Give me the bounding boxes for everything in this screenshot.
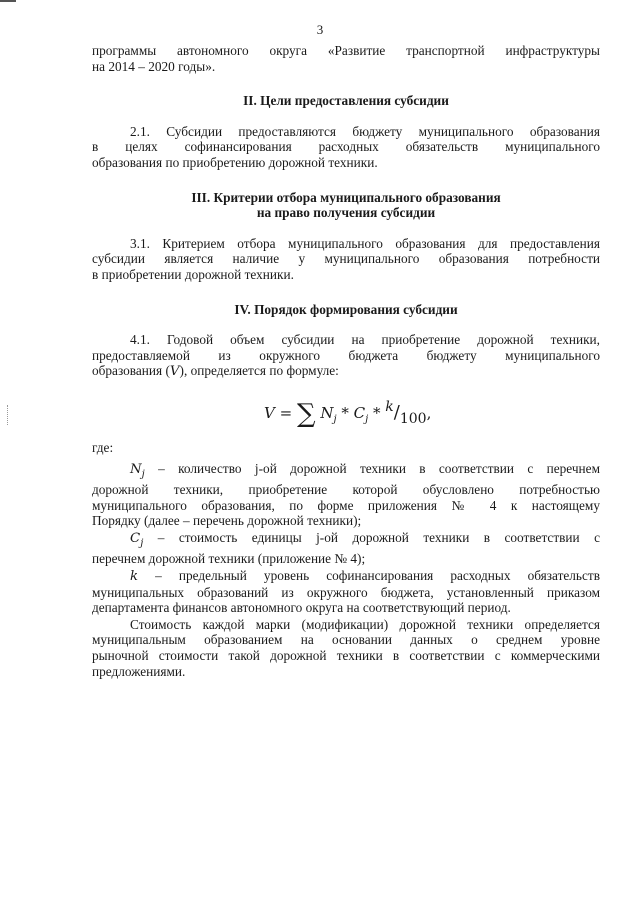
final-line-4: предложениями. (92, 663, 186, 679)
page-number: 3 (316, 22, 324, 37)
document-body (92, 43, 600, 679)
formula-k: k (385, 398, 394, 415)
final-line-1: Стоимость каждой марки (модификации) дорожной техники определяется (130, 616, 600, 632)
scan-margin-mark (7, 405, 10, 425)
formula-lhs: V (264, 403, 275, 422)
formula-expression (264, 400, 431, 428)
definition-n-line-3: муниципального образования, по форме приложения № 4 к настоящему (92, 497, 600, 513)
formula-mul-2: * (373, 403, 381, 422)
final-line-3: рыночной стоимости такой дорожной техники в соответствии с коммерческими (92, 648, 600, 664)
symbol-k: k (130, 569, 139, 585)
section-3-heading-line-1: III. Критерии отбора муниципального образования (191, 189, 501, 205)
symbol-c: C (130, 530, 141, 546)
section-4-line-3-b: ), определяется по формуле: (179, 363, 339, 379)
definition-c-text-1: – стоимость единицы j-ой дорожной техники в соответствии с (143, 529, 600, 545)
definition-k-line-1 (92, 568, 600, 585)
section-4-paragraph-1 (92, 332, 600, 380)
section-4-heading: IV. Порядок формирования субсидии (234, 301, 458, 317)
formula-equals: = (279, 403, 293, 422)
section-2-heading: II. Цели предоставления субсидии (243, 93, 449, 109)
variable-v: V (169, 364, 180, 380)
section-3-paragraph (92, 236, 600, 283)
section-2-line-1: 2.1. Субсидии предоставляются бюджету муниципального образования (130, 123, 600, 139)
intro-line-2: на 2014 – 2020 годы». (92, 58, 216, 74)
section-3-line-1: 3.1. Критерием отбора муниципального образования для предоставления (130, 235, 600, 251)
section-3-heading-line-2: на право получения субсидии (256, 205, 436, 221)
definition-n (92, 461, 600, 529)
section-2-line-2: в целях софинансирования расходных обязательств муниципального (92, 139, 600, 155)
subsidy-formula (92, 388, 600, 438)
symbol-n-sub: j (141, 468, 145, 480)
section-4-line-2: предоставляемой из окружного бюджета бюджету муниципального (92, 347, 600, 363)
section-4-line-3-a: образования ( (92, 363, 170, 379)
formula-comma: , (426, 403, 432, 422)
final-line-2: муниципальным образованием на основании данных о среднем уровне (92, 632, 600, 648)
formula-c-sub: j (365, 413, 369, 425)
formula-mul-1: * (341, 403, 349, 422)
section-4-line-1: 4.1. Годовой объем субсидии на приобретение дорожной техники, (130, 332, 600, 348)
definition-n-text-1: – количество j-ой дорожной техники в соответствии с перечнем (144, 460, 600, 476)
symbol-c-sub: j (140, 537, 144, 549)
section-2-paragraph (92, 124, 600, 171)
definition-n-line-1 (92, 461, 600, 483)
symbol-n: N (130, 461, 142, 477)
formula-denominator: 100 (399, 410, 427, 427)
section-3-line-3: в приобретении дорожной техники. (92, 266, 294, 282)
definition-k-text-1: – предельный уровень софинансирования расходных обязательств (138, 568, 600, 584)
formula-c: C (353, 403, 366, 422)
section-3-heading (92, 190, 600, 221)
intro-paragraph (92, 43, 600, 74)
section-2-line-3: образования по приобретению дорожной техники. (92, 154, 378, 170)
definition-k (92, 568, 600, 616)
formula-slash: / (393, 401, 400, 423)
definition-c-line-1 (92, 530, 600, 552)
definition-n-line-2: дорожной техники, приобретение которой обусловлено потребностью (92, 482, 600, 498)
formula-n: N (320, 403, 334, 422)
where-label: где: (92, 439, 114, 455)
definition-k-line-2: муниципальных образований из окружного бюджета, установленный приказом (92, 584, 600, 600)
definition-c (92, 530, 600, 567)
sum-symbol: ∑ (296, 398, 316, 429)
intro-line-1: программы автономного округа «Развитие транспортной инфраструктуры (92, 43, 600, 58)
definition-n-line-4: Порядку (далее – перечень дорожной техники); (92, 513, 362, 529)
definition-c-line-2: перечнем дорожной техники (приложение № 4); (92, 551, 366, 567)
definition-k-line-3: департамента финансов автономного округа на соответствующий период. (92, 600, 511, 616)
final-paragraph (92, 617, 600, 679)
section-4-line-3 (92, 363, 600, 380)
formula-n-sub: j (333, 413, 337, 425)
scan-corner-mark (0, 0, 16, 2)
section-3-line-2: субсидии является наличие у муниципального образования потребности (92, 251, 600, 267)
